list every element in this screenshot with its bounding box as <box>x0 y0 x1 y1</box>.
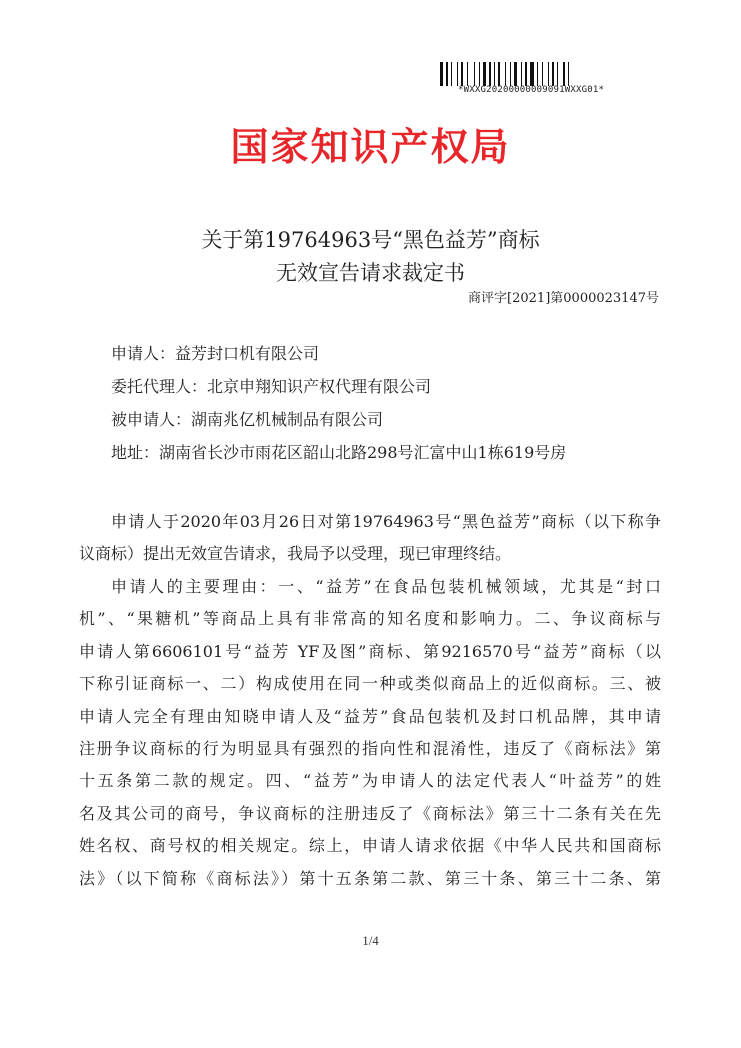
paragraph-2 <box>79 571 661 895</box>
paragraph-line: 申请人的主要理由：一、“益芳”在食品包装机械领域，尤其是“封口 <box>111 577 661 596</box>
barcode-text: *WXXG20200000009091WXXG01* <box>458 85 605 95</box>
paragraph-line: 姓名权、商号权的相关规定。综上，申请人请求依据《中华人民共和国商标 <box>79 836 661 856</box>
paragraph-line: 申请人完全有理由知晓申请人及“益芳”食品包装机及封口机品牌，其申请 <box>79 706 661 726</box>
barcode-image <box>440 62 626 86</box>
respondent-address: 地址：湖南省长沙市雨花区韶山北路298号汇富中山1栋619号房 <box>111 443 567 462</box>
paragraph-line: 申请人第6606101号“益芳 YF及图”商标、第9216570号“益芳”商标（以 <box>79 641 661 661</box>
document-title-line2: 无效宣告请求裁定书 <box>276 261 465 285</box>
paragraph-line: 法》（以下简称《商标法》）第十五条第二款、第三十条、第三十二条、第 <box>79 868 661 888</box>
page-number: 1/4 <box>362 933 379 948</box>
paragraph-line: 下称引证商标一、二）构成使用在同一种或类似商品上的近似商标。三、被 <box>79 674 661 694</box>
paragraph-line: 申请人于2020年03月26日对第19764963号“黑色益芳”商标（以下称争 <box>111 512 661 531</box>
paragraph-line: 注册争议商标的行为明显具有强烈的指向性和混淆性，违反了《商标法》第 <box>79 738 661 758</box>
paragraph-line: 名及其公司的商号，争议商标的注册违反了《商标法》第三十二条有关在先 <box>79 803 661 823</box>
respondent: 被申请人：湖南兆亿机械制品有限公司 <box>111 410 384 429</box>
paragraph-line: 十五条第二款的规定。四、“益芳”为申请人的法定代表人“叶益芳”的姓 <box>79 771 661 791</box>
document-title-line1: 关于第19764963号“黑色益芳”商标 <box>201 228 540 252</box>
agent: 委托代理人：北京申翔知识产权代理有限公司 <box>111 377 432 396</box>
paragraph-line: 议商标）提出无效宣告请求，我局予以受理，现已审理终结。 <box>79 544 512 564</box>
document-number: 商评字[2021]第0000023147号 <box>468 291 659 306</box>
agency-name: 国家知识产权局 <box>230 125 511 169</box>
paragraph-1 <box>79 506 661 571</box>
applicant: 申请人：益芳封口机有限公司 <box>111 344 320 363</box>
paragraph-line: 机”、“果糖机”等商品上具有非常高的知名度和影响力。二、争议商标与 <box>79 609 661 629</box>
